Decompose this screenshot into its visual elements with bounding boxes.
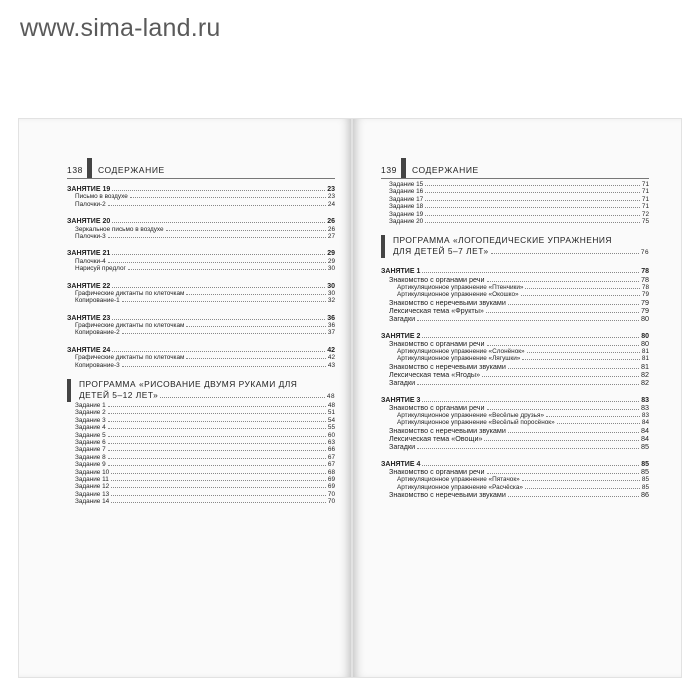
- dot-leader: [522, 355, 640, 360]
- dot-leader: [112, 250, 325, 255]
- toc-page-number: 63: [327, 438, 335, 446]
- dot-leader: [108, 417, 326, 422]
- dot-leader: [122, 329, 326, 334]
- toc-entry: [67, 265, 335, 272]
- toc-entry: [67, 297, 335, 304]
- toc-entry-text: Артикуляционное упражнение «Весёлый поросёнок»: [397, 419, 555, 427]
- dot-leader: [527, 348, 640, 353]
- dot-leader: [122, 297, 326, 302]
- toc-page-number: 30: [327, 289, 335, 297]
- toc-entry-text: Загадки: [389, 377, 416, 387]
- dot-leader: [491, 248, 639, 254]
- toc-page-number: 80: [641, 313, 649, 323]
- toc-entry: [67, 233, 335, 240]
- toc-page-number: 29: [327, 257, 335, 265]
- toc-page-number: 86: [641, 490, 649, 500]
- toc-page-number: 85: [641, 460, 649, 468]
- toc-page-number: 55: [327, 424, 335, 432]
- toc-entry-text: Копирование-3: [75, 361, 120, 369]
- toc-page-number: 80: [641, 338, 649, 348]
- dot-leader: [112, 347, 325, 352]
- dot-leader: [112, 218, 325, 223]
- toc-entry-text: Копирование-2: [75, 329, 120, 337]
- dot-leader: [108, 461, 326, 466]
- toc-entry-text: Задание 9: [75, 461, 106, 469]
- toc-page-number: 83: [641, 396, 649, 404]
- lesson-heading: [67, 250, 335, 257]
- dot-leader: [111, 483, 326, 488]
- dot-leader: [425, 218, 640, 223]
- toc-entry-text: Задание 13: [75, 490, 110, 498]
- dot-leader: [508, 300, 639, 305]
- dot-leader: [186, 354, 325, 359]
- toc-page-number: 71: [641, 188, 649, 196]
- toc-entry-text: ЗАНЯТИЕ 19: [67, 186, 111, 193]
- dot-leader: [484, 436, 639, 441]
- dot-leader: [422, 461, 639, 466]
- dot-leader: [112, 186, 325, 191]
- toc-entry-text: Артикуляционное упражнение «Птенчики»: [397, 283, 524, 291]
- toc-entry-text: Графические диктанты по клеточкам: [75, 322, 185, 330]
- watermark: www.sima-land.ru: [20, 14, 221, 42]
- toc-entry-text: Письмо в воздухе: [75, 193, 128, 201]
- toc-entry: [67, 432, 335, 439]
- toc-entry: [381, 218, 649, 225]
- page-number: 139: [381, 165, 397, 175]
- toc-page-number: 85: [641, 467, 649, 477]
- toc-entry-text: Артикуляционное упражнение «Пятачок»: [397, 476, 520, 484]
- dot-leader: [508, 492, 639, 497]
- toc-entry-text: Задание 15: [389, 181, 424, 188]
- toc-page-number: 83: [641, 412, 649, 420]
- toc-page-number: 85: [641, 483, 649, 491]
- toc-entry-text: ЗАНЯТИЕ 2: [381, 332, 421, 340]
- toc-page-number: 71: [641, 181, 649, 188]
- program-heading: [67, 379, 335, 402]
- toc-entry-text: Нарисуй предлог: [75, 265, 126, 273]
- toc-entry-text: Задание 1: [75, 402, 106, 410]
- toc-entry: [381, 188, 649, 195]
- toc-entry-text: Графические диктанты по клеточкам: [75, 289, 185, 297]
- right-page: [352, 118, 682, 678]
- toc-entry: [381, 443, 649, 451]
- right-page-header: [381, 159, 649, 179]
- toc-entry: [381, 284, 649, 291]
- dot-leader: [525, 484, 640, 489]
- toc-entry-text: ЗАНЯТИЕ 22: [67, 282, 111, 290]
- toc-page-number: 42: [327, 346, 335, 354]
- toc-entry: [67, 424, 335, 431]
- left-page: [18, 118, 352, 678]
- dot-leader: [417, 316, 639, 321]
- dot-leader: [128, 265, 326, 270]
- toc-entry-text: Задание 14: [75, 498, 110, 506]
- toc-page-number: 70: [327, 498, 335, 506]
- dot-leader: [417, 444, 639, 449]
- dot-leader: [482, 372, 639, 377]
- dot-leader: [108, 409, 326, 414]
- toc-entry: [67, 483, 335, 490]
- toc-page-number: 30: [327, 265, 335, 273]
- toc-page-number: 81: [641, 361, 649, 371]
- header-bar: [87, 158, 92, 178]
- toc-entry-text: ЗАНЯТИЕ 23: [67, 314, 111, 322]
- dot-leader: [508, 428, 639, 433]
- lesson-heading: [67, 283, 335, 290]
- dot-leader: [522, 476, 640, 481]
- dot-leader: [108, 233, 326, 238]
- toc-page-number: 82: [641, 369, 649, 379]
- toc-entry: [381, 371, 649, 379]
- toc-page-number: 36: [327, 314, 335, 322]
- dot-leader: [108, 454, 326, 459]
- dot-leader: [160, 392, 325, 398]
- dot-leader: [108, 402, 326, 407]
- toc-entry-text: Зеркальное письмо в воздухе: [75, 225, 164, 233]
- dot-leader: [422, 268, 639, 273]
- toc-page-number: 72: [641, 210, 649, 218]
- toc-entry-text: Загадки: [389, 441, 416, 451]
- dot-leader: [112, 283, 325, 288]
- toc-entry: [67, 439, 335, 446]
- toc-entry: [67, 402, 335, 409]
- toc-entry-text: Знакомство с органами речи: [389, 403, 485, 413]
- program-title-line: [393, 246, 649, 258]
- right-toc: [381, 181, 649, 499]
- toc-entry-text: Задание 18: [389, 203, 424, 211]
- toc-page-number: 71: [641, 203, 649, 211]
- toc-entry: [381, 276, 649, 284]
- toc-entry-text: Знакомство с органами речи: [389, 467, 485, 477]
- toc-entry: [381, 435, 649, 443]
- toc-entry: [381, 211, 649, 218]
- toc-page-number: 24: [327, 200, 335, 208]
- toc-entry: [67, 498, 335, 505]
- dot-leader: [108, 432, 326, 437]
- toc-entry-text: Копирование-1: [75, 297, 120, 305]
- toc-entry: [381, 196, 649, 203]
- toc-entry-text: Знакомство с органами речи: [389, 274, 485, 284]
- toc-entry-text: ЗАНЯТИЕ 3: [381, 396, 421, 404]
- toc-page-number: 23: [327, 193, 335, 201]
- toc-entry-text: ЗАНЯТИЕ 24: [67, 346, 111, 354]
- toc-entry-text: Знакомство с органами речи: [389, 338, 485, 348]
- toc-entry-text: Задание 10: [75, 468, 110, 476]
- toc-entry-text: Задание 12: [75, 483, 110, 491]
- dot-leader: [425, 211, 640, 216]
- toc-entry-text: Знакомство с неречевыми звуками: [389, 425, 506, 435]
- dot-leader: [425, 188, 640, 193]
- toc-entry: [67, 354, 335, 361]
- toc-entry: [67, 362, 335, 369]
- toc-entry-text: ЗАНЯТИЕ 21: [67, 250, 111, 258]
- toc-entry: [381, 404, 649, 412]
- dot-leader: [487, 469, 639, 474]
- toc-page-number: 85: [641, 441, 649, 451]
- toc-page-number: 69: [327, 483, 335, 491]
- lesson-heading: [67, 315, 335, 322]
- toc-page-number: 82: [641, 377, 649, 387]
- toc-page-number: 79: [641, 291, 649, 299]
- left-page-header: [67, 159, 335, 179]
- lesson-heading: [67, 347, 335, 354]
- toc-page-number: 70: [327, 490, 335, 498]
- toc-entry: [67, 290, 335, 297]
- dot-leader: [417, 380, 639, 385]
- toc-entry-text: Задание 11: [75, 475, 109, 483]
- toc-entry-text: Задание 17: [389, 195, 424, 203]
- toc-page-number: 48: [327, 402, 335, 410]
- dot-leader: [487, 405, 639, 410]
- toc-page-number: 43: [327, 361, 335, 369]
- toc-page-number: 79: [641, 305, 649, 315]
- dot-leader: [422, 397, 639, 402]
- toc-page-number: 78: [641, 283, 649, 291]
- page-number: 138: [67, 165, 83, 175]
- dot-leader: [111, 491, 326, 496]
- toc-entry-text: Задание 16: [389, 188, 424, 196]
- toc-page-number: 26: [327, 225, 335, 233]
- toc-entry-text: ЗАНЯТИЕ 4: [381, 460, 421, 468]
- dot-leader: [108, 424, 326, 429]
- dot-leader: [425, 203, 640, 208]
- dot-leader: [487, 277, 639, 282]
- toc-entry-text: Знакомство с неречевыми звуками: [389, 490, 506, 500]
- dot-leader: [557, 419, 640, 424]
- toc-page-number: 79: [641, 297, 649, 307]
- header-title: СОДЕРЖАНИЕ: [411, 165, 479, 175]
- toc-entry-text: Артикуляционное упражнение «Лягушки»: [397, 355, 521, 363]
- toc-entry: [67, 329, 335, 336]
- book-spread: [12, 110, 688, 672]
- toc-page-number: 23: [327, 186, 335, 193]
- header-bar: [401, 158, 406, 178]
- toc-page-number: 66: [327, 446, 335, 454]
- toc-entry: [381, 340, 649, 348]
- toc-entry: [67, 193, 335, 200]
- toc-entry-text: Палочки-3: [75, 232, 106, 240]
- toc-entry-text: Задание 20: [389, 217, 424, 225]
- dot-leader: [108, 258, 326, 263]
- program-title-line: ПРОГРАММА «ЛОГОПЕДИЧЕСКИЕ УПРАЖНЕНИЯ: [393, 235, 612, 246]
- toc-entry: [381, 468, 649, 476]
- toc-entry: [381, 203, 649, 210]
- toc-page-number: 26: [327, 218, 335, 226]
- toc-entry: [67, 409, 335, 416]
- toc-entry-text: Палочки-2: [75, 200, 106, 208]
- toc-entry: [67, 446, 335, 453]
- dot-leader: [486, 308, 639, 313]
- dot-leader: [521, 291, 640, 296]
- toc-page-number: 68: [327, 468, 335, 476]
- toc-entry-text: Задание 3: [75, 416, 106, 424]
- dot-leader: [108, 446, 326, 451]
- dot-leader: [186, 290, 325, 295]
- toc-page-number: 71: [641, 195, 649, 203]
- toc-entry: [381, 379, 649, 387]
- toc-page-number: 27: [327, 232, 335, 240]
- toc-page-number: 32: [327, 297, 335, 305]
- toc-entry-text: Знакомство с неречевыми звуками: [389, 297, 506, 307]
- lesson-heading: [67, 186, 335, 193]
- toc-entry: [67, 226, 335, 233]
- toc-entry-text: ЗАНЯТИЕ 1: [381, 268, 421, 276]
- dot-leader: [166, 226, 326, 231]
- toc-entry-text: Задание 7: [75, 446, 106, 454]
- toc-entry: [381, 315, 649, 323]
- dot-leader: [108, 201, 326, 206]
- toc-entry: [381, 476, 649, 483]
- toc-page-number: 37: [327, 329, 335, 337]
- toc-page-number: 67: [327, 461, 335, 469]
- toc-page-number: 60: [327, 431, 335, 439]
- dot-leader: [508, 364, 639, 369]
- toc-entry-text: Артикуляционное упражнение «Весёлые друзья»: [397, 412, 545, 420]
- toc-entry-text: Графические диктанты по клеточкам: [75, 354, 185, 362]
- header-title: СОДЕРЖАНИЕ: [97, 165, 165, 175]
- toc-entry: [67, 454, 335, 461]
- toc-page-number: 81: [641, 355, 649, 363]
- toc-page-number: 36: [327, 322, 335, 330]
- toc-page-number: 29: [327, 250, 335, 258]
- dot-leader: [422, 333, 639, 338]
- toc-page-number: 84: [641, 419, 649, 427]
- toc-entry-text: Загадки: [389, 313, 416, 323]
- toc-entry-text: Задание 8: [75, 453, 106, 461]
- program-heading: [381, 235, 649, 258]
- toc-page-number: 80: [641, 332, 649, 340]
- toc-page-number: 83: [641, 403, 649, 413]
- dot-leader: [111, 469, 326, 474]
- toc-entry-text: Лексическая тема «Фрукты»: [389, 305, 484, 315]
- program-title-text: ДЕТЕЙ 5–12 ЛЕТ»: [79, 390, 159, 401]
- dot-leader: [112, 315, 325, 320]
- toc-entry-text: Задание 4: [75, 424, 106, 432]
- toc-entry-text: Палочки-4: [75, 257, 106, 265]
- toc-entry: [67, 417, 335, 424]
- toc-entry-text: Артикуляционное упражнение «Слонёнок»: [397, 347, 525, 355]
- toc-entry-text: Задание 6: [75, 438, 106, 446]
- dot-leader: [108, 439, 326, 444]
- toc-entry: [381, 181, 649, 188]
- toc-page-number: 48: [326, 393, 335, 401]
- program-title-line: ПРОГРАММА «РИСОВАНИЕ ДВУМЯ РУКАМИ ДЛЯ: [79, 379, 298, 390]
- toc-page-number: 51: [327, 409, 335, 417]
- toc-entry: [67, 476, 335, 483]
- toc-page-number: 42: [327, 354, 335, 362]
- toc-page-number: 69: [327, 475, 335, 483]
- toc-entry-text: Лексическая тема «Овощи»: [389, 433, 483, 443]
- toc-entry-text: Задание 2: [75, 409, 106, 417]
- dot-leader: [425, 181, 640, 186]
- toc-page-number: 67: [327, 453, 335, 461]
- toc-entry: [381, 491, 649, 499]
- toc-entry: [67, 491, 335, 498]
- toc-entry-text: Знакомство с неречевыми звуками: [389, 361, 506, 371]
- toc-entry-text: Артикуляционное упражнение «Окошко»: [397, 291, 519, 299]
- toc-page-number: 76: [640, 249, 649, 257]
- toc-entry-text: ЗАНЯТИЕ 20: [67, 218, 111, 226]
- toc-page-number: 84: [641, 425, 649, 435]
- toc-entry: [67, 201, 335, 208]
- lesson-heading: [67, 218, 335, 225]
- dot-leader: [130, 193, 326, 198]
- toc-page-number: 30: [327, 282, 335, 290]
- toc-entry: [67, 322, 335, 329]
- toc-page-number: 78: [641, 268, 649, 276]
- toc-page-number: 75: [641, 217, 649, 225]
- toc-entry-text: Задание 5: [75, 431, 106, 439]
- toc-page-number: 78: [641, 274, 649, 284]
- dot-leader: [525, 284, 639, 289]
- toc-page-number: 81: [641, 347, 649, 355]
- dot-leader: [425, 196, 640, 201]
- dot-leader: [122, 362, 326, 367]
- program-title-line: [79, 390, 335, 402]
- left-toc: [67, 181, 335, 506]
- program-title-text: ДЛЯ ДЕТЕЙ 5–7 ЛЕТ»: [393, 246, 489, 257]
- toc-entry: [67, 469, 335, 476]
- dot-leader: [546, 412, 640, 417]
- toc-page-number: 85: [641, 476, 649, 484]
- toc-entry-text: Артикуляционное упражнение «Расчёска»: [397, 483, 523, 491]
- toc-entry: [381, 307, 649, 315]
- toc-page-number: 54: [327, 416, 335, 424]
- dot-leader: [487, 341, 639, 346]
- toc-entry-text: Задание 19: [389, 210, 424, 218]
- toc-entry-text: Лексическая тема «Ягоды»: [389, 369, 481, 379]
- dot-leader: [111, 498, 326, 503]
- dot-leader: [111, 476, 326, 481]
- toc-page-number: 84: [641, 433, 649, 443]
- toc-entry: [67, 461, 335, 468]
- dot-leader: [186, 322, 325, 327]
- toc-entry: [381, 348, 649, 355]
